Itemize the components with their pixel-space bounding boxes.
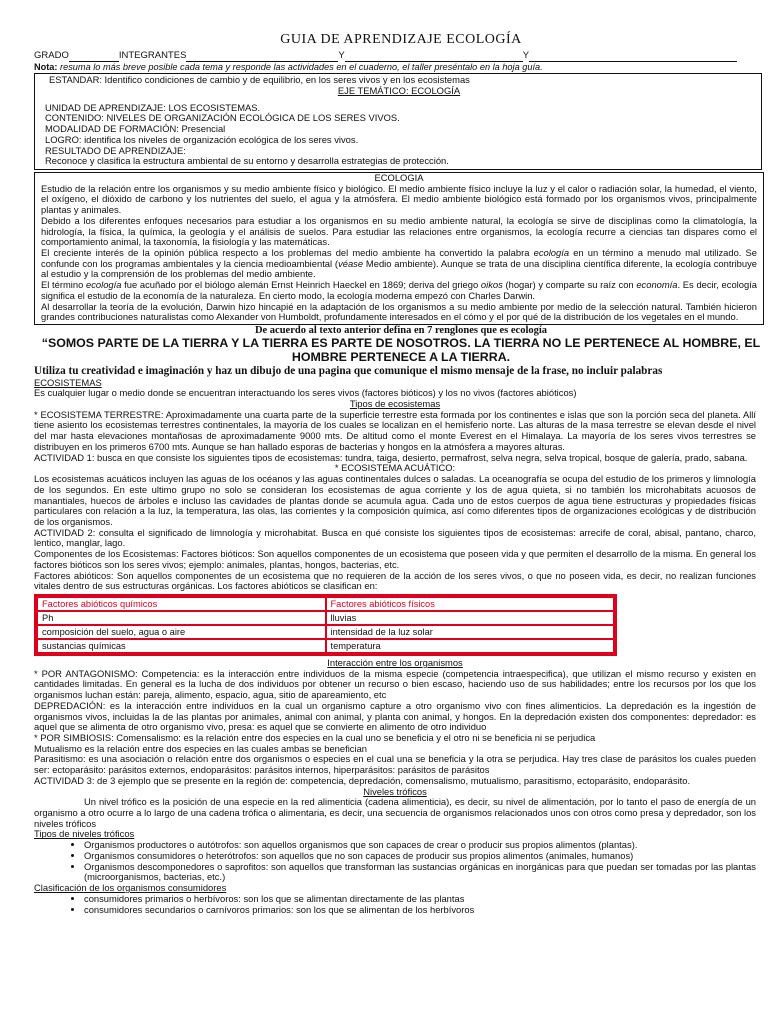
modalidad-text: MODALIDAD DE FORMACIÓN: Presencial [45,123,226,135]
tipos-ecosistemas-heading: Tipos de ecosistemas [349,398,441,410]
y-label-2: Y [522,49,530,61]
grado-label: GRADO [34,49,69,61]
list-item: • Organismos consumidores o heterótrofos: son aquellos que no son capaces de producir sus propios alimentos (animales, humanos) [84,851,756,862]
earth-quote: “SOMOS PARTE DE LA TIERRA Y LA TIERRA ES PARTE DE NOSOTROS. LA TIERRA NO LE PERTENECE AL HOMBRE, EL HOMBRE PERTENECE A LA TIERRA. [41,336,761,364]
nota-line [34,62,768,72]
actividad2-text: ACTIVIDAD 2: consulta el significado de limnología y microhabitat. Busca en qué consiste los siguientes tipos de ecosistemas: arrecife de coral, abisal, pantano, charco, lentico, manglar, lago. [34,526,756,549]
mutualismo-text: Mutualismo es la relación entre dos especies en las cuales ambas se benefician [34,742,367,754]
table-row [37,639,614,653]
table-cell: Ph [37,611,326,625]
depredacion-text: DEPREDACIÓN: es la interacción entre individuos en la cual un organismo capture a otro organismo vivo con fines alimenticios. La depredación es la ingestión de organismos vivos, incluidas la de las plantas por animales, animal con animal, y planta con animal, y hongos. En la depredación existen dos componentes: depredador: es aquel que se alimenta de otro organismo vivo, presa: es aquel que se convierte en alimento de otro individuo [34,699,756,733]
reconoce-text: Reconoce y clasifica la estructura ambiental de su entorno y desarrolla estrategias de protección. [45,155,449,167]
acuatico-text: Los ecosistemas acuáticos incluyen las aguas de los océanos y las aguas continentales dulces o saladas. La oceanografía se ocupa del estudio de los primeros y limnología de los segundos. En este ultimo grupo no solo se consideran los ecosistemas de agua corriente y los de agua quieta, si no también los microhabitats acuosos de manantiales, huecos de árboles e incluso las cavidades de plantas donde se acumula agua. Cada uno de estos cuerpos de agua tiene estructuras y propiedades físicas particulares con relación a la luz, la temperatura, las olas, las corrientes y la composición química, así como diferentes tipos de organizaciones ecológicas y de distribución de los organismos. [34,473,756,527]
table-cell: intensidad de la luz solar [326,625,615,639]
componentes-text: Componentes de los Ecosistemas: Factores bióticos: Son aquellos componentes de un ecosistema que poseen vida y que permiten el desarrollo de la misma. En general los factores bióticos son los seres vivos; ejemplo: animales, plantas, hongos, bacterias, etc. [34,548,756,570]
list-item: • consumidores primarios o herbívoros: son los que se alimentan directamente de las plantas [84,894,756,905]
ecologia-p1: Estudio de la relación entre los organismos y su medio ambiente físico y biológico. El medio ambiente físico incluye la luz y el calor o radiación solar, la humedad, el viento, el oxígeno, el dióxido de carbono y los nutrientes del suelo, el agua y la atmósfera. El medio ambiente biológico está formado por los organismos vivos, principalmente plantas y animales. [41,182,757,216]
abioticos-text: Factores abióticos: Son aquellos componentes de un ecosistema que no requieren de la acción de los seres vivos, o que no poseen vida, es decir, no realizan funciones vitales dentro de sus estructuras orgánicas. Los factores abióticos se clasifican en: [34,569,756,592]
table-header-fisicos: Factores abióticos físicos [326,597,615,611]
integrante-blank-2[interactable] [345,53,523,62]
defina-instruction: De acuerdo al texto anterior defina en 7 renglones que es ecología [254,325,548,337]
ecosistemas-heading: ECOSISTEMAS [34,376,102,388]
grado-line [34,51,768,62]
table-cell: sustancias químicas [37,639,326,653]
grado-blank[interactable] [69,53,119,62]
creatividad-instruction: Utiliza tu creatividad e imaginación y haz un dibujo de una pagina que comunique el mismo mensaje de la frase, no incluir palabras [34,364,663,377]
table-cell: composición del suelo, agua o aire [37,625,326,639]
ecologia-p4: El término ecología fue acuñado por el biólogo alemán Ernst Heinrich Haeckel en 1869; deriva del griego oikos (hogar) y comparte su raíz con economía. Es decir, ecología significa el estudio de la economía de la naturaleza. En cierto modo, la ecología moderna empezó con Charles Darwin. [41,279,757,301]
ecosistemas-section [34,378,756,592]
interaccion-heading: Interacción entre los organismos [327,656,463,668]
resultado-label: RESULTADO DE APRENDIZAJE: [45,144,186,156]
table-header-row [37,597,614,611]
info-box [34,73,762,170]
clasificacion-heading: Clasificación de los organismos consumidores [34,882,227,894]
simbiosis-text: * POR SIMBIOSIS: Comensalismo: es la relación entre dos especies en la cual uno se beneficia y el otro ni se beneficia ni se perjudica [34,732,596,743]
nota-label: Nota: [34,61,58,72]
page-title: GUIA DE APRENDIZAJE ECOLOGÍA [280,32,522,47]
ecologia-p3: El creciente interés de la opinión pública respecto a los problemas del medio ambiente ha convertido la palabra ecología en un término a menudo mal utilizado. Se confunde con los programas ambientales y la ciencia medioambiental (véase Medio ambiente). Aunque se trata de una disciplina científica diferente, la ecología contribuye al estudio y la comprensión de los problemas del medio ambiente. [41,247,758,280]
niveles-text: Un nivel trófico es la posición de una especie en la red alimenticia (cadena alimenticia), es decir, su nivel de alimentación, por lo tanto el paso de energía de un organismo a otro ocurre a lo largo de una cadena trófica o alimentaria, es decir, una secuencia de organismos relacionados unos con otros como presa y depredador, son los niveles tróficos [34,796,756,829]
eje-tematico: EJE TEMÁTICO: ECOLOGÍA [337,84,461,96]
table-row [37,611,614,625]
list-item: • consumidores secundarios o carnívoros primarios: son los que se alimentan de los herbívoros [84,905,756,916]
antagonismo-text: * POR ANTAGONISMO: Competencia: es la interacción entre individuos de la misma especie (competencia intraespecifica), que utilizan el mismo recurso y existen en cantidades limitadas. En general es la lucha de dos individuos por obtener un recurso o bien escaso, haciendo uso de sus habilidades; entre los recursos por los que los organismos luchan están: pareja, alimento, espacio, agua, sitio de apareamiento, etc [34,667,756,701]
integrantes-label: INTEGRANTES [118,49,187,61]
integrante-blank-1[interactable] [186,53,338,62]
table-row [37,625,614,639]
table-header-quimicos: Factores abióticos químicos [37,597,326,611]
table-cell: temperatura [326,639,615,653]
ecologia-p2: Debido a los diferentes enfoques necesarios para estudiar a los organismos en su medio ambiente natural, la ecología se sirve de disciplinas como la climatología, la hidrología, la física, la química, la geología y el análisis de suelos. Para estudiar las relaciones entre organismos, la ecología recurre a ciencias tan dispares como el comportamiento animal, la taxonomía, la fisiología y las matemáticas. [41,214,757,248]
nota-text: resuma lo más breve posible cada tema y responde las actividades en el cuaderno, el taller preséntalo en la hoja guía. [60,61,543,72]
unidad-text: UNIDAD DE APRENDIZAJE: LOS ECOSISTEMAS. [45,101,261,113]
parasitismo-text: Parasitismo: es una asociación o relación entre dos organismos o especies en el cual una se beneficia y la otra se perjudica. Hay tres clase de parásitos los cuales pueden ser: ectoparásito: parásitos externos, endoparásitos: parásitos internos, hiperparásitos: parásitos de parásitos [34,753,756,776]
interaccion-section [34,658,756,787]
estandar-text: ESTANDAR: Identifico condiciones de cambio y de equilibrio, en los seres vivos y en los ecosistemas [49,74,470,86]
tipos-niveles-list [34,840,756,883]
niveles-section [34,787,756,916]
ecologia-p5: Al desarrollar la teoría de la evolución, Darwin hizo hincapié en la adaptación de los organismos a su medio ambiente por medio de la selección natural. También hicieron grandes contribuciones naturalistas como Alexander von Humboldt, profundamente interesados en el cómo y el por qué de la distribución de los vegetales en el mundo. [41,300,757,323]
ecosistemas-def: Es cualquier lugar o medio donde se encuentran interactuando los seres vivos (factores bióticos) y los no vivos (factores abióticos) [34,387,577,399]
acuatico-heading: * ECOSISTEMA ACUÁTICO: [334,462,456,474]
list-item: • Organismos productores o autótrofos: son aquellos organismos que son capaces de crear o producir sus propios alimentos (plantas). [84,840,756,851]
actividad1-text: ACTIVIDAD 1: busca en que consiste los siguientes tipos de ecosistemas: tundra, taiga, desierto, permafrost, selva negra, selva tropical, bosque de galería, prado, sabana. [34,451,748,463]
factores-table [34,594,617,656]
integrante-blank-3[interactable] [529,53,737,62]
logro-text: LOGRO: identifica los niveles de organización ecológica de los seres vivos. [45,133,359,145]
actividad3-text: ACTIVIDAD 3: de 3 ejemplo que se presente en la región de: competencia, depredación, comensalismo, mutualismo, parasitismo, ectoparásito, endoparásito. [34,774,691,786]
ecologia-box [34,172,764,325]
y-label-1: Y [338,49,345,61]
tipos-niveles-heading: Tipos de niveles tróficos [34,828,135,840]
guide-page [34,0,768,915]
clasificacion-list [34,894,756,915]
contenido-text: CONTENIDO: NIVELES DE ORGANIZACIÓN ECOLÓGICA DE LOS SERES VIVOS. [45,112,400,124]
ecologia-heading: ECOLOGIA [374,172,424,184]
terrestre-text: * ECOSISTEMA TERRESTRE: Aproximadamente una cuarta parte de la superficie terrestre esta formada por los continentes e islas que son la porción seca del planeta. Allí tiene asiento los ecosistemas terrestres continentales, la mayoría de los cuales se localizan en el hemisferio norte. Las alturas de la masa terrestre se elevan desde el nivel del mar hasta elevaciones montañosas de aproximadamente 9000 mts. De altitud como el monte Everest en el Himalaya. La mayoría de los seres vivos terrestres se distribuyen en los primeros 6700 mts. Aunque se han hallado esporas de bacterias y hongos en la atmósfera a mayores alturas. [34,408,756,452]
list-item: • Organismos descomponedores o saprofitos: son aquellos que transforman las sustancias orgánicas en inorgánicas para que puedan ser tomadas por las plantas (microorganismos, bacterias, etc.) [84,862,756,883]
table-cell: lluvias [326,611,615,625]
niveles-heading: Niveles tróficos [363,785,427,797]
